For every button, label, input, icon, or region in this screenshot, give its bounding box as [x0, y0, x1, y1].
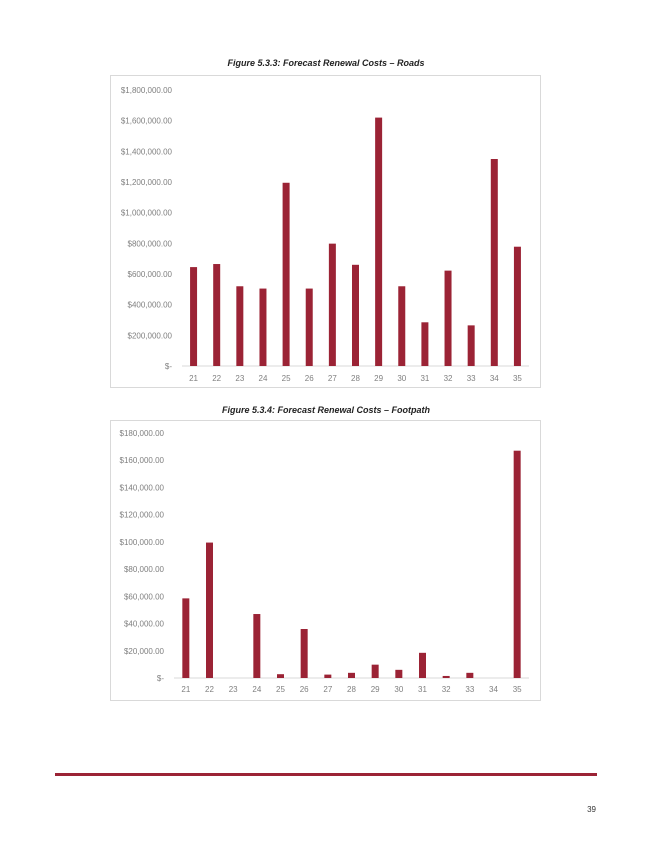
- x-tick-label: 32: [443, 374, 453, 383]
- bar-31: [421, 322, 428, 366]
- page-number: 39: [587, 805, 596, 814]
- x-tick-label: 21: [189, 374, 199, 383]
- y-tick-label: $1,600,000.00: [120, 116, 172, 126]
- y-tick-label: $1,400,000.00: [120, 147, 172, 157]
- y-tick-label: $800,000.00: [127, 239, 172, 249]
- x-tick-label: 28: [351, 374, 360, 383]
- x-tick-label: 24: [258, 374, 268, 383]
- bar-24: [253, 614, 260, 678]
- y-tick-label: $160,000.00: [119, 456, 164, 466]
- bar-35: [514, 451, 521, 678]
- bar-28: [352, 265, 359, 366]
- x-tick-label: 22: [205, 685, 214, 694]
- x-tick-label: 28: [347, 685, 356, 694]
- x-tick-label: 31: [418, 685, 427, 694]
- bar-26: [301, 629, 308, 678]
- x-tick-label: 27: [327, 374, 337, 383]
- y-tick-label: $600,000.00: [127, 270, 172, 279]
- bar-25: [283, 183, 290, 366]
- x-tick-label: 21: [181, 685, 191, 694]
- bar-26: [306, 289, 313, 366]
- x-tick-label: 29: [370, 685, 380, 694]
- bar-32: [445, 271, 452, 366]
- x-tick-label: 26: [304, 374, 314, 383]
- y-tick-label: $100,000.00: [119, 537, 164, 547]
- x-tick-label: 26: [299, 685, 309, 694]
- y-tick-label: $40,000.00: [123, 619, 164, 629]
- bar-34: [491, 159, 498, 366]
- x-tick-label: 30: [397, 374, 407, 383]
- bar-29: [375, 118, 382, 366]
- y-tick-label: $140,000.00: [119, 483, 164, 493]
- chart-roads-svg: [111, 76, 542, 389]
- chart-roads: [110, 75, 541, 388]
- x-tick-label: 32: [441, 685, 451, 694]
- x-tick-label: 34: [489, 374, 499, 383]
- bar-25: [277, 674, 284, 678]
- bar-28: [348, 673, 355, 678]
- x-tick-label: 34: [489, 685, 498, 694]
- chart-footpath: [110, 420, 541, 701]
- x-tick-label: 22: [212, 374, 222, 383]
- bar-23: [236, 286, 243, 366]
- y-tick-label: $200,000.00: [127, 331, 172, 341]
- bar-22: [213, 264, 220, 366]
- bar-21: [182, 598, 189, 678]
- y-tick-label: $80,000.00: [123, 565, 164, 575]
- y-tick-label: $60,000.00: [123, 592, 164, 602]
- x-tick-label: 30: [394, 685, 404, 694]
- bar-30: [395, 670, 402, 678]
- bar-35: [514, 247, 521, 366]
- bar-24: [259, 289, 266, 366]
- x-tick-label: 33: [465, 685, 475, 694]
- x-tick-label: 25: [281, 374, 291, 383]
- footer-rule: [55, 773, 597, 776]
- bar-27: [329, 244, 336, 366]
- x-tick-label: 35: [512, 374, 522, 383]
- bar-33: [468, 325, 475, 366]
- bar-30: [398, 286, 405, 366]
- y-tick-label: $180,000.00: [119, 429, 164, 438]
- y-tick-label: $-: [164, 362, 172, 371]
- y-tick-label: $120,000.00: [119, 510, 164, 520]
- y-tick-label: $-: [156, 674, 164, 683]
- chart-footpath-svg: [111, 421, 542, 702]
- y-tick-label: $1,000,000.00: [120, 208, 172, 218]
- y-tick-label: $1,200,000.00: [120, 178, 172, 187]
- bar-29: [372, 665, 379, 678]
- bar-22: [206, 543, 213, 678]
- x-tick-label: 31: [420, 374, 430, 383]
- x-tick-label: 23: [228, 685, 238, 694]
- bar-32: [443, 676, 450, 678]
- bar-31: [419, 653, 426, 678]
- x-tick-label: 24: [252, 685, 262, 694]
- y-tick-label: $1,800,000.00: [120, 86, 172, 95]
- x-tick-label: 29: [374, 374, 384, 383]
- figure-caption-footpath: Figure 5.3.4: Forecast Renewal Costs – Footpath: [221, 405, 431, 415]
- x-tick-label: 25: [276, 685, 285, 694]
- x-tick-label: 35: [512, 685, 522, 694]
- x-tick-label: 33: [466, 374, 476, 383]
- x-tick-label: 27: [323, 685, 333, 694]
- figure-caption-roads: Figure 5.3.3: Forecast Renewal Costs – Roads: [227, 58, 425, 68]
- bar-33: [466, 673, 473, 678]
- y-tick-label: $20,000.00: [123, 646, 164, 656]
- y-tick-label: $400,000.00: [127, 300, 172, 310]
- bar-21: [190, 267, 197, 366]
- x-tick-label: 23: [235, 374, 245, 383]
- bar-27: [324, 675, 331, 678]
